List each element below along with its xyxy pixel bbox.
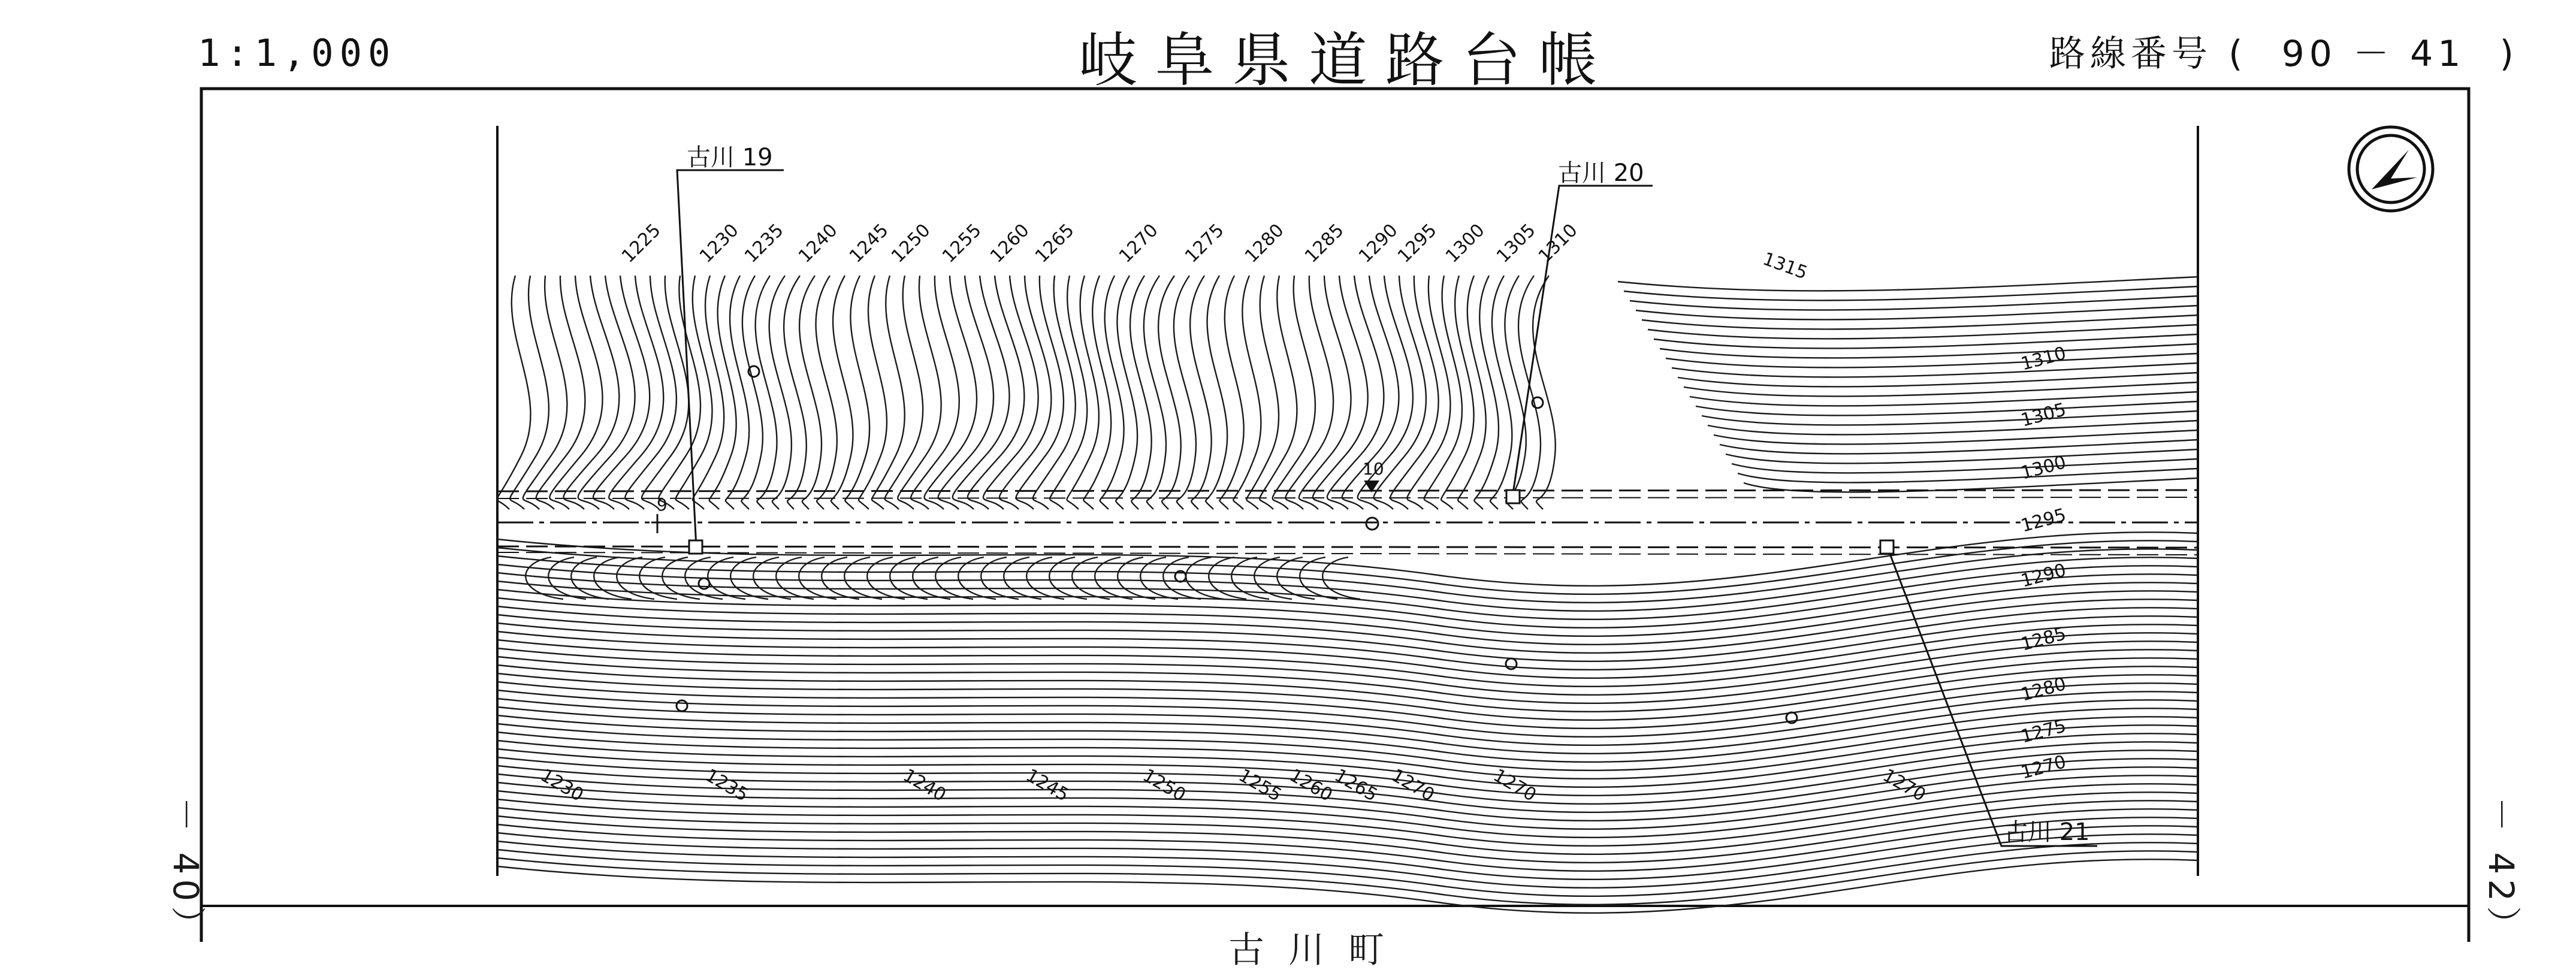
contour-line	[1100, 276, 1124, 509]
contour-line	[693, 276, 724, 509]
contour-label: 1285	[2019, 623, 2068, 655]
contour-line	[845, 276, 869, 509]
contour-line	[1424, 276, 1462, 509]
contour-line	[1286, 276, 1334, 509]
route-number-value: 90 － 41	[2281, 33, 2466, 75]
contour-labels	[537, 220, 2068, 806]
contour-label: 1310	[2019, 343, 2068, 375]
contour-label: 1305	[2019, 399, 2068, 431]
contour-line	[1233, 276, 1261, 509]
road	[497, 490, 2198, 555]
contour-line	[1474, 276, 1499, 509]
contour-label: 1295	[2019, 504, 2068, 537]
contour-label: 1290	[1354, 219, 1402, 267]
contour-label: 1275	[2019, 715, 2068, 748]
contour-label: 1250	[887, 219, 935, 267]
contour-label: 1305	[1492, 219, 1540, 267]
contour-line	[1220, 276, 1244, 509]
contour-line	[1206, 276, 1227, 509]
contour-label: 1260	[986, 219, 1034, 267]
route-open-paren: (	[2228, 33, 2248, 75]
contour-label: 1240	[794, 219, 842, 267]
map-scale: 1:1,000	[198, 31, 397, 75]
contour-label: 1295	[1393, 219, 1441, 267]
contour-line	[497, 276, 531, 509]
contour-label: 1240	[899, 764, 950, 806]
contour-label: 1255	[938, 219, 986, 267]
contour-label: 1315	[1760, 248, 1810, 284]
contour-line	[831, 276, 853, 509]
contour-label: 1280	[1240, 219, 1288, 267]
road-edge-south	[497, 546, 2198, 548]
contour-label: 1285	[1300, 219, 1348, 267]
contour-label: 1265	[1031, 219, 1079, 267]
contour-line	[756, 276, 777, 509]
route-close-paren: )	[2499, 33, 2518, 75]
contour-label: 1300	[1441, 219, 1489, 267]
contour-label: 1225	[617, 219, 665, 267]
contour-line	[1313, 276, 1368, 509]
contour-line	[1441, 276, 1474, 509]
contour-line	[938, 276, 993, 509]
north-arrow-icon	[2349, 127, 2433, 211]
sheet-border	[201, 89, 2469, 942]
contour-line	[1407, 276, 1450, 509]
contour-line	[741, 276, 763, 509]
route-number	[2049, 25, 2518, 77]
station-label: 10	[1363, 459, 1384, 479]
contour-label: 1230	[537, 764, 587, 806]
contour-label: 1270	[1388, 764, 1438, 806]
contour-label: 1235	[740, 219, 788, 267]
contour-line	[859, 276, 887, 509]
benchmark-label: 古川 20	[1558, 159, 1644, 187]
adjacent-sheet-right: － 42）	[2481, 797, 2521, 946]
contour-line	[659, 276, 700, 509]
contour-line	[578, 276, 635, 509]
contour-label: 1250	[1139, 764, 1189, 806]
contour-line	[1130, 276, 1152, 509]
contour-label: 1270	[1490, 764, 1540, 806]
adjacent-sheet-left: － 40）	[165, 797, 206, 946]
contour-lines	[497, 276, 2198, 913]
contour-line	[497, 532, 2198, 586]
benchmark-label: 古川 19	[687, 144, 773, 171]
contour-label: 1270	[1115, 219, 1162, 267]
contour-line	[564, 276, 620, 509]
contour-label: 1300	[2019, 452, 2068, 484]
contour-line	[1067, 276, 1098, 509]
page-title: 岐阜県道路台帳	[1079, 26, 1616, 95]
contour-line	[911, 276, 959, 509]
contour-label: 1255	[1235, 764, 1285, 806]
contour-line	[709, 276, 736, 509]
contour-line	[1260, 276, 1297, 509]
station-label: 9	[657, 495, 668, 515]
contour-line	[1273, 276, 1315, 509]
contour-label: 1270	[1879, 764, 1929, 806]
contour-label: 1290	[2019, 560, 2068, 592]
contour-line	[536, 276, 585, 509]
route-label: 路線番号	[2049, 33, 2212, 75]
contour-line	[1033, 276, 1076, 509]
contour-label: 1280	[2019, 673, 2068, 706]
contour-label: 1245	[1022, 764, 1073, 806]
contour-label: 1245	[845, 219, 893, 267]
contour-label: 1230	[695, 219, 743, 267]
road-edge-north	[497, 490, 2198, 491]
contour-label: 1235	[702, 764, 752, 806]
contour-label: 1260	[1286, 764, 1336, 806]
contour-line	[1618, 277, 2198, 291]
locality-name: 古川町	[1228, 929, 1408, 971]
contour-line	[726, 276, 749, 509]
contour-label: 1265	[1331, 764, 1381, 806]
contour-label: 1275	[1180, 219, 1228, 267]
contour-label: 1310	[1534, 219, 1582, 267]
contour-line	[510, 276, 549, 509]
benchmark-label: 古川 21	[2004, 818, 2090, 846]
contour-line	[885, 276, 923, 509]
contour-line	[953, 276, 1010, 509]
contour-label: 1270	[2019, 751, 2068, 784]
